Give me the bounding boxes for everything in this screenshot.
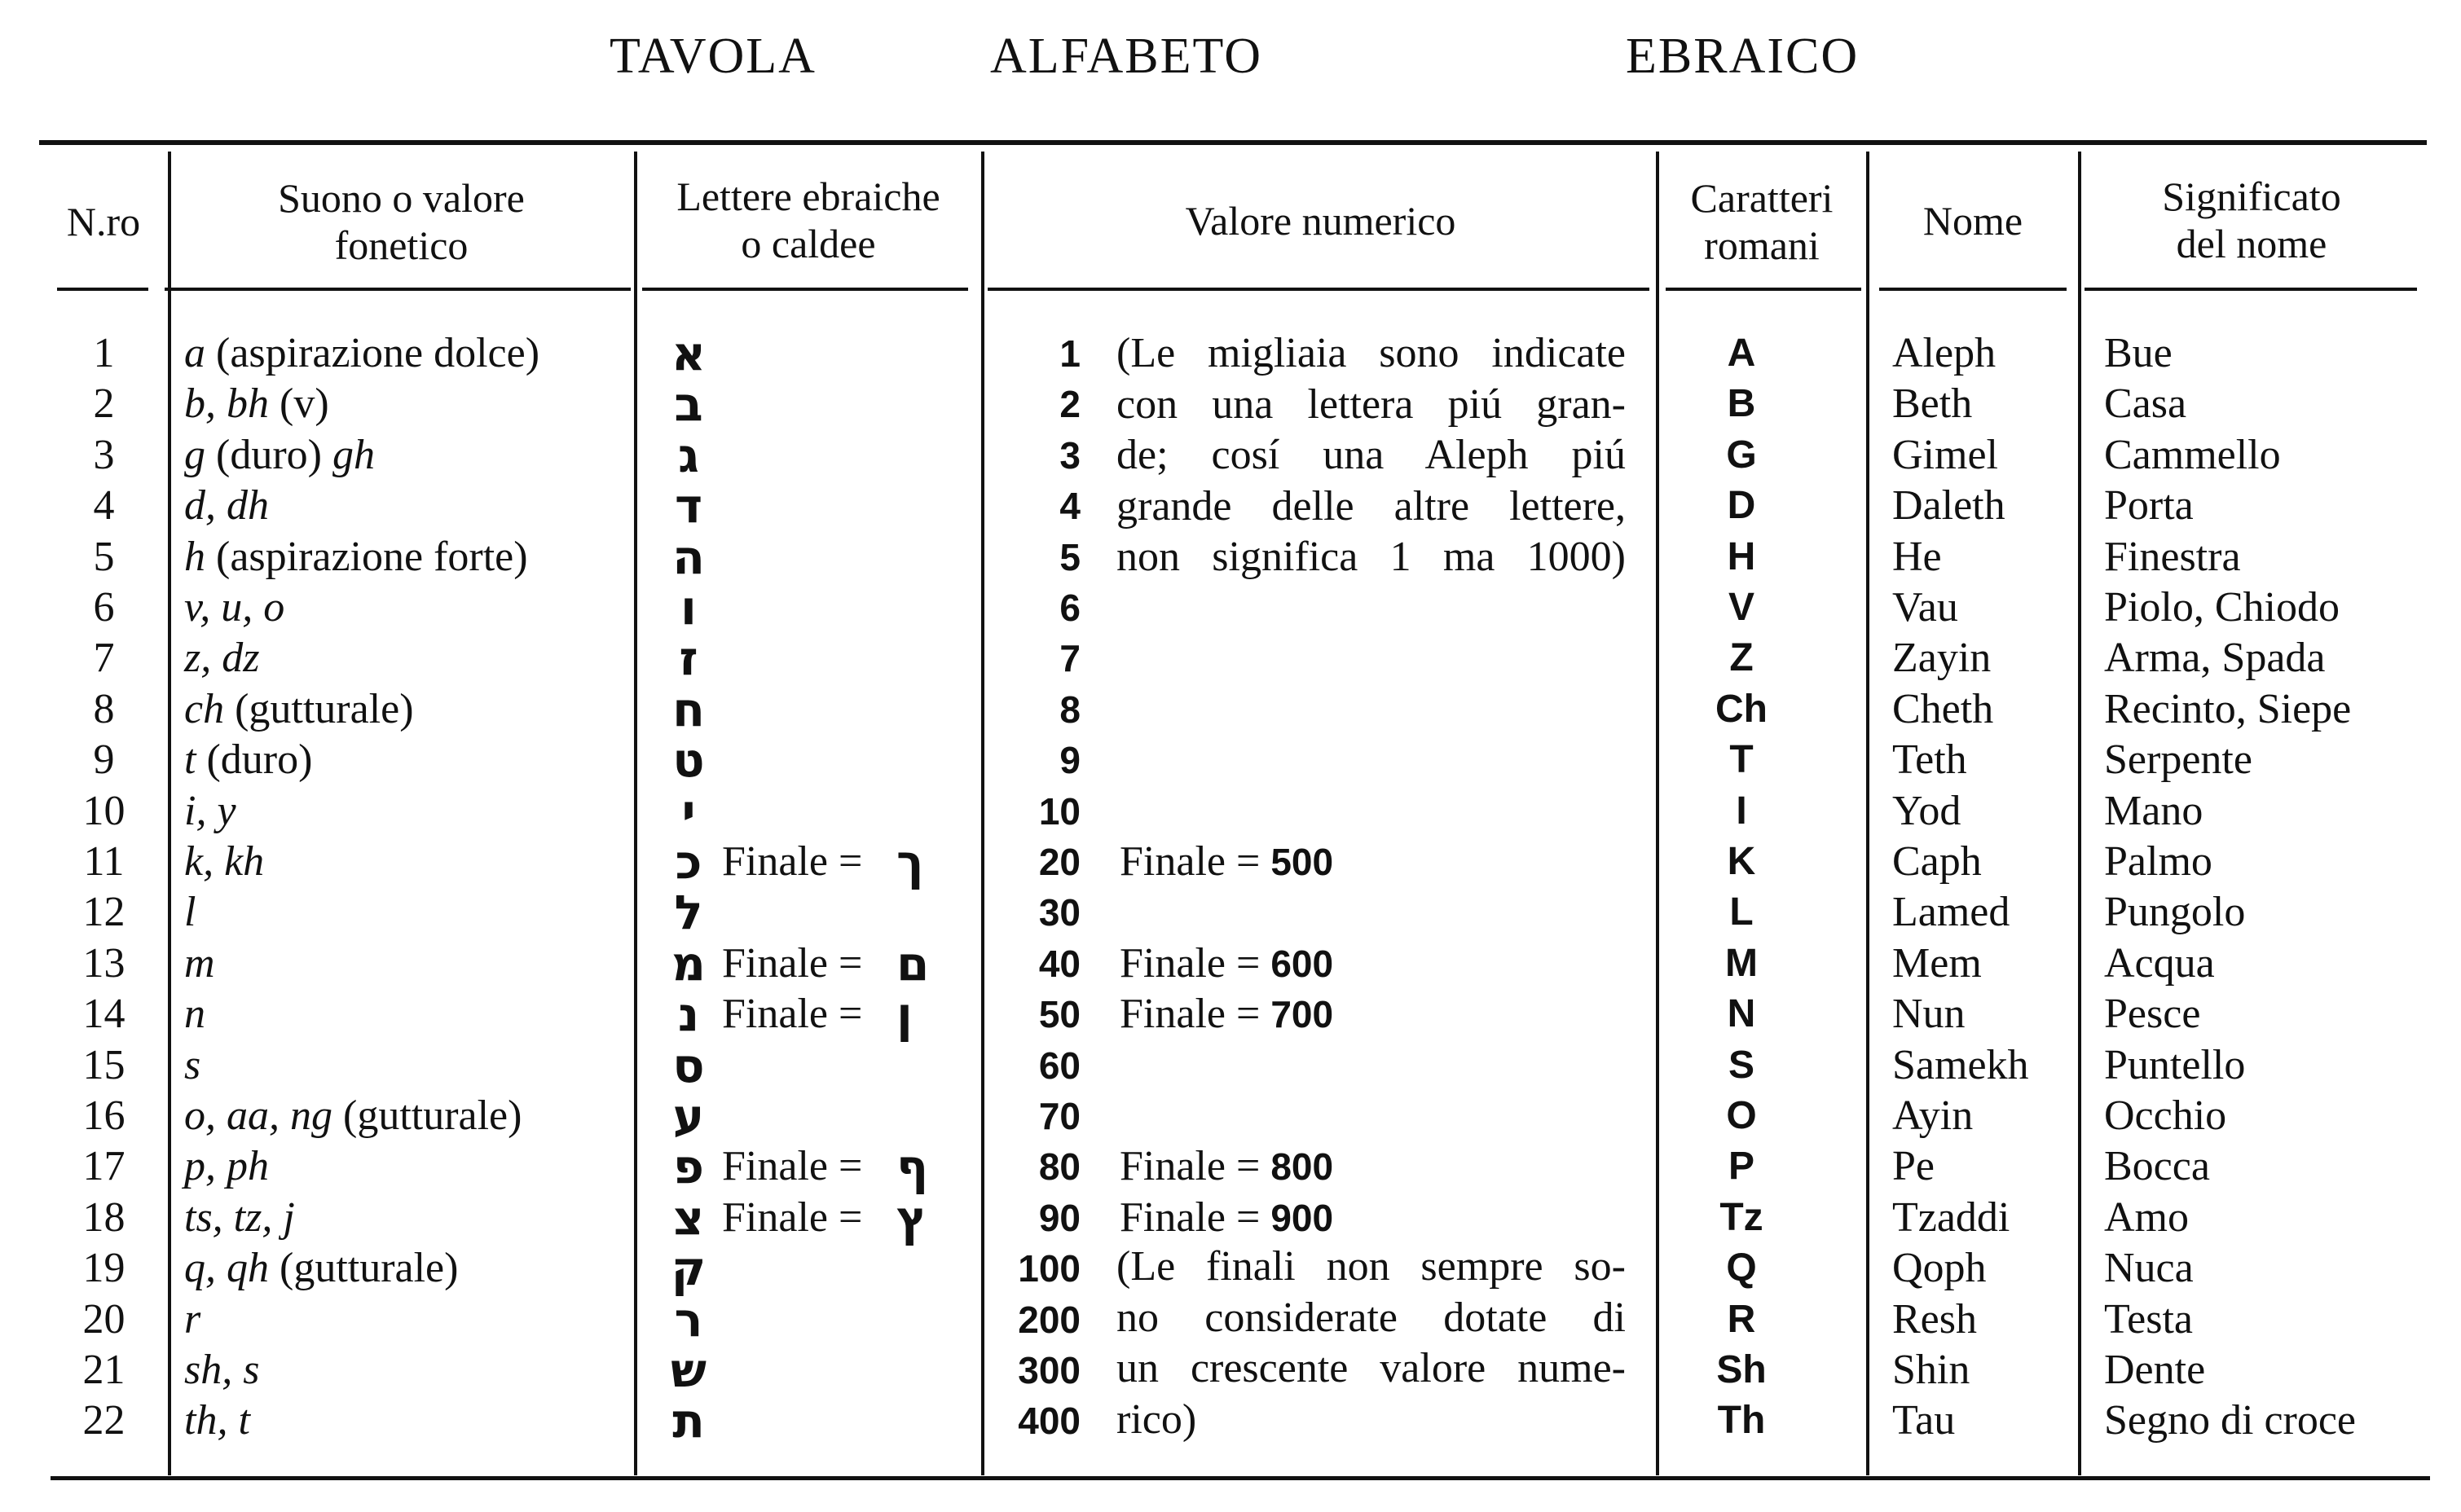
name-meaning: Bocca <box>2104 1143 2210 1190</box>
name-meaning: Cammello <box>2104 431 2281 478</box>
hebrew-letter: ח <box>672 681 705 737</box>
name-meaning: Pungolo <box>2104 889 2246 936</box>
header-letters <box>637 173 980 267</box>
final-numeric-label: Finale = <box>1120 1193 1271 1241</box>
note-finals <box>1116 1242 1626 1445</box>
phonetic-symbols: ts, tz, j <box>184 1193 295 1241</box>
final-numeric-value <box>1120 1193 1333 1243</box>
row-number: 16 <box>82 1092 125 1139</box>
header-name <box>1869 197 2076 244</box>
roman-characters: R <box>1727 1297 1756 1341</box>
roman-characters: N <box>1727 992 1756 1036</box>
roman-characters: A <box>1727 332 1756 375</box>
name-meaning: Recinto, Siepe <box>2104 685 2352 732</box>
letter-name: Ayin <box>1892 1092 1974 1139</box>
phonetic-symbols: n <box>184 991 205 1038</box>
letter-name: Vau <box>1892 584 1958 631</box>
phonetic-value <box>184 1243 458 1294</box>
roman-characters: P <box>1728 1145 1754 1189</box>
roman-characters: V <box>1728 586 1754 629</box>
hebrew-letter: ת <box>672 1393 705 1449</box>
name-meaning: Amo <box>2104 1193 2189 1241</box>
roman-characters: Ch <box>1715 687 1768 731</box>
table-row <box>0 1088 2461 1144</box>
name-meaning: Piolo, Chiodo <box>2104 584 2340 631</box>
hebrew-letter: ו <box>680 580 697 635</box>
phonetic-symbols: m <box>184 939 215 987</box>
name-meaning: Porta <box>2104 482 2194 530</box>
header-meaning <box>2081 173 2422 267</box>
phonetic-value <box>184 735 312 785</box>
hebrew-letter: י <box>681 783 696 839</box>
title-word-2: ALFABETO <box>990 29 1263 84</box>
phonetic-value <box>184 633 259 683</box>
note-line: no considerate dotate di <box>1116 1294 1626 1341</box>
table-row <box>0 1037 2461 1093</box>
hebrew-letter: ז <box>679 631 698 687</box>
row-number: 12 <box>82 889 125 936</box>
name-meaning: Dente <box>2104 1347 2206 1393</box>
phonetic-value <box>184 430 375 481</box>
table-row <box>0 1139 2461 1195</box>
phonetic-value <box>184 938 215 989</box>
table-row <box>0 681 2461 737</box>
header-underline <box>2085 288 2417 291</box>
row-number: 21 <box>82 1347 125 1393</box>
table-row <box>0 582 2461 633</box>
phonetic-symbols: g <box>184 431 205 478</box>
phonetic-value <box>184 989 205 1040</box>
hebrew-letter: ב <box>674 376 703 433</box>
row-number: 17 <box>82 1143 125 1190</box>
final-numeric-amount: 700 <box>1270 993 1334 1036</box>
letter-name: Lamed <box>1892 889 2010 936</box>
header-line: Lettere ebraiche <box>676 174 940 219</box>
final-numeric-value <box>1120 938 1333 989</box>
final-form-letter: ן <box>896 987 913 1043</box>
note-line: (Le finali non sempre so- <box>1116 1243 1626 1290</box>
numeric-value: 300 <box>1018 1349 1081 1391</box>
row-number: 8 <box>93 685 115 732</box>
final-numeric-label: Finale = <box>1120 991 1271 1038</box>
hebrew-letter: ט <box>672 732 705 789</box>
numeric-value: 7 <box>1059 637 1081 680</box>
roman-characters: Tz <box>1719 1195 1763 1239</box>
hebrew-letter: א <box>671 326 707 381</box>
header-underline <box>642 288 968 291</box>
note-line: rico) <box>1116 1396 1197 1443</box>
header-line: Caratteri <box>1690 175 1834 221</box>
name-meaning: Acqua <box>2104 939 2215 987</box>
hebrew-letter: מ <box>671 935 706 991</box>
numeric-value: 30 <box>1038 891 1081 934</box>
phonetic-symbols: v, u, o <box>184 584 285 631</box>
letter-name: Nun <box>1892 991 1966 1038</box>
note-line: con una lettera piú gran- <box>1116 380 1626 428</box>
name-meaning: Puntello <box>2104 1041 2246 1088</box>
phonetic-symbols: r <box>184 1295 201 1343</box>
row-number: 2 <box>93 380 115 428</box>
roman-characters: D <box>1727 484 1756 528</box>
phonetic-note: (v) <box>269 380 329 428</box>
phonetic-value <box>184 684 414 735</box>
roman-characters: T <box>1729 738 1754 782</box>
row-number: 20 <box>82 1295 125 1343</box>
note-line: de; cosí una Aleph piú <box>1116 432 1626 478</box>
phonetic-symbols: th, t <box>184 1397 250 1444</box>
name-meaning: Mano <box>2104 787 2203 834</box>
numeric-value: 80 <box>1038 1145 1081 1189</box>
phonetic-symbols: k, kh <box>184 838 265 885</box>
phonetic-symbols: i, y <box>184 787 236 834</box>
note-thousands <box>1116 328 1626 583</box>
phonetic-symbols: b, bh <box>184 380 269 428</box>
final-form-letter: ם <box>896 935 930 991</box>
roman-characters: I <box>1736 789 1747 833</box>
phonetic-value <box>184 582 284 633</box>
letter-name: Yod <box>1892 787 1961 834</box>
header-line: Suono o valore <box>278 175 525 221</box>
row-number: 14 <box>82 991 125 1038</box>
header-line: Nome <box>1922 198 2023 244</box>
hebrew-letter: ס <box>672 1037 705 1093</box>
roman-characters: Sh <box>1716 1348 1767 1391</box>
note-line: non significa 1 ma 1000) <box>1116 534 1626 580</box>
table-row <box>0 783 2461 839</box>
phonetic-value <box>184 1091 522 1141</box>
name-meaning: Finestra <box>2104 533 2241 580</box>
phonetic-symbols: a <box>184 330 205 376</box>
phonetic-value <box>184 837 264 887</box>
hebrew-letter: ע <box>672 1088 705 1144</box>
header-underline <box>1666 288 1861 291</box>
note-line: (Le migliaia sono indicate <box>1116 330 1626 376</box>
final-numeric-amount: 500 <box>1270 841 1334 883</box>
hebrew-letter: נ <box>677 987 700 1043</box>
final-numeric-label: Finale = <box>1120 939 1271 987</box>
header-number <box>51 198 156 245</box>
header-underline <box>1879 288 2067 291</box>
final-numeric-amount: 800 <box>1270 1145 1334 1189</box>
numeric-value: 20 <box>1038 841 1081 883</box>
roman-characters: M <box>1725 941 1758 985</box>
table-row <box>0 1189 2461 1246</box>
roman-characters: G <box>1726 433 1757 477</box>
numeric-value: 5 <box>1059 535 1081 578</box>
name-meaning: Occhio <box>2104 1092 2227 1139</box>
letter-name: Samekh <box>1892 1041 2029 1088</box>
final-form-label: Finale = <box>722 838 863 885</box>
final-form-letter: ץ <box>896 1189 928 1246</box>
phonetic-note: (duro) <box>205 431 332 478</box>
table-row <box>0 935 2461 991</box>
final-form-label: Finale = <box>722 1193 863 1241</box>
phonetic-value <box>184 1141 269 1192</box>
final-form-label: Finale = <box>722 991 863 1038</box>
letter-name: Cheth <box>1892 685 1994 732</box>
phonetic-symbols: h <box>184 533 205 580</box>
hebrew-letter: ש <box>671 1343 707 1398</box>
phonetic-symbols: z, dz <box>184 635 260 682</box>
roman-characters: O <box>1726 1094 1757 1137</box>
phonetic-value <box>184 1396 250 1446</box>
roman-characters: S <box>1728 1043 1754 1087</box>
header-sound <box>171 174 632 269</box>
letter-name: Resh <box>1892 1295 1977 1343</box>
phonetic-symbols: s <box>184 1041 201 1088</box>
phonetic-value <box>184 1193 295 1243</box>
final-numeric-label: Finale = <box>1120 1143 1271 1190</box>
row-number: 11 <box>83 838 125 885</box>
letter-name: Qoph <box>1892 1245 1987 1292</box>
letter-name: Tau <box>1892 1397 1956 1444</box>
final-numeric-value <box>1120 1141 1333 1192</box>
roman-characters: L <box>1729 890 1754 934</box>
letter-name: Gimel <box>1892 431 1998 478</box>
final-numeric-value <box>1120 837 1333 887</box>
row-number: 13 <box>82 939 125 987</box>
numeric-value: 100 <box>1018 1247 1081 1290</box>
name-meaning: Serpente <box>2104 736 2252 784</box>
name-meaning: Bue <box>2104 330 2173 376</box>
phonetic-symbols: ch <box>184 685 225 732</box>
phonetic-value <box>184 481 269 531</box>
note-line: grande delle altre lettere, <box>1116 482 1626 530</box>
phonetic-note: (duro) <box>196 736 313 784</box>
numeric-value: 90 <box>1038 1196 1081 1239</box>
phonetic-symbols: o, aa, ng <box>184 1092 332 1139</box>
numeric-value: 40 <box>1038 942 1081 985</box>
phonetic-value <box>184 1345 259 1396</box>
hebrew-letter: צ <box>673 1189 704 1246</box>
phonetic-note: (gutturale) <box>269 1245 459 1292</box>
final-form-letter: ך <box>896 834 924 890</box>
header-underline <box>165 288 631 291</box>
phonetic-symbols-extra: gh <box>332 431 375 478</box>
row-number: 1 <box>93 330 115 376</box>
table-top-rule <box>39 140 2427 145</box>
table-row <box>0 885 2461 941</box>
letter-name: He <box>1892 533 1942 580</box>
letter-name: Teth <box>1892 736 1967 784</box>
row-number: 7 <box>93 635 115 682</box>
letter-name: Pe <box>1892 1143 1935 1190</box>
phonetic-symbols: t <box>184 736 196 784</box>
numeric-value: 9 <box>1059 739 1081 782</box>
phonetic-note: (gutturale) <box>224 685 414 732</box>
row-number: 4 <box>93 482 115 530</box>
name-meaning: Nuca <box>2104 1245 2194 1292</box>
letter-name: Mem <box>1892 939 1982 987</box>
hebrew-letter: ק <box>671 1241 707 1297</box>
header-roman <box>1659 174 1864 269</box>
numeric-value: 10 <box>1038 789 1081 833</box>
numeric-value: 70 <box>1038 1095 1081 1137</box>
numeric-value: 50 <box>1038 993 1081 1036</box>
numeric-value: 4 <box>1059 485 1081 528</box>
roman-characters: Q <box>1726 1246 1757 1290</box>
phonetic-value <box>184 328 539 379</box>
roman-characters: Z <box>1729 636 1754 680</box>
numeric-value: 3 <box>1059 433 1081 477</box>
final-numeric-amount: 900 <box>1270 1196 1334 1239</box>
phonetic-symbols: sh, s <box>184 1347 260 1393</box>
phonetic-note: (aspirazione dolce) <box>205 330 540 376</box>
title-word-3: EBRAICO <box>1626 29 1860 84</box>
row-number: 6 <box>93 584 115 631</box>
hebrew-letter: פ <box>672 1139 705 1195</box>
roman-characters: K <box>1727 840 1756 883</box>
hebrew-letter: ר <box>674 1291 703 1347</box>
phonetic-value <box>184 1040 200 1091</box>
final-numeric-label: Finale = <box>1120 838 1271 885</box>
final-form-label: Finale = <box>722 1143 863 1190</box>
letter-name: Tzaddi <box>1892 1193 2010 1241</box>
header-underline <box>57 288 148 291</box>
hebrew-letter: ה <box>672 529 705 585</box>
row-number: 9 <box>93 736 115 784</box>
roman-characters: B <box>1727 382 1756 426</box>
letter-name: Daleth <box>1892 482 2005 530</box>
header-value <box>984 197 1657 244</box>
final-numeric-amount: 600 <box>1270 942 1334 985</box>
numeric-value: 400 <box>1018 1400 1081 1443</box>
name-meaning: Palmo <box>2104 838 2212 885</box>
phonetic-symbols: d, dh <box>184 482 269 530</box>
numeric-value: 6 <box>1059 587 1081 629</box>
letter-name: Shin <box>1892 1347 1970 1393</box>
final-form-letter: ף <box>896 1139 929 1195</box>
hebrew-letter: ל <box>674 885 703 941</box>
numeric-value: 200 <box>1018 1298 1081 1341</box>
header-line: fonetico <box>334 222 469 268</box>
header-line: romani <box>1704 222 1820 268</box>
phonetic-value <box>184 887 196 938</box>
table-bottom-rule <box>51 1476 2430 1480</box>
letter-name: Beth <box>1892 380 1973 428</box>
table-row <box>0 631 2461 687</box>
letter-name: Aleph <box>1892 330 1997 376</box>
row-number: 10 <box>82 787 125 834</box>
table-row <box>0 834 2461 890</box>
numeric-value: 60 <box>1038 1044 1081 1087</box>
name-meaning: Arma, Spada <box>2104 635 2326 682</box>
name-meaning: Segno di croce <box>2104 1397 2357 1444</box>
table-row <box>0 987 2461 1043</box>
roman-characters: Th <box>1717 1399 1766 1443</box>
numeric-value: 1 <box>1059 332 1081 375</box>
letter-name: Zayin <box>1892 635 1992 682</box>
header-line: del nome <box>2176 221 2327 266</box>
phonetic-symbols: q, qh <box>184 1245 269 1292</box>
name-meaning: Testa <box>2104 1295 2193 1343</box>
phonetic-symbols: l <box>184 889 196 936</box>
header-line: o caldee <box>741 221 876 266</box>
header-line: Valore numerico <box>1185 198 1456 244</box>
row-number: 19 <box>82 1245 125 1292</box>
row-number: 15 <box>82 1041 125 1088</box>
final-form-label: Finale = <box>722 939 863 987</box>
phonetic-symbols: p, ph <box>184 1143 269 1190</box>
phonetic-note: (gutturale) <box>332 1092 522 1139</box>
letter-name: Caph <box>1892 838 1982 885</box>
roman-characters: H <box>1727 534 1756 578</box>
hebrew-letter: ג <box>678 427 699 483</box>
header-line: Significato <box>2162 174 2341 219</box>
phonetic-note: (aspirazione forte) <box>205 533 528 580</box>
table-row <box>0 732 2461 789</box>
phonetic-value <box>184 1294 200 1345</box>
phonetic-value <box>184 532 528 582</box>
phonetic-value <box>184 379 329 429</box>
numeric-value: 2 <box>1059 383 1081 426</box>
hebrew-letter: כ <box>675 834 702 890</box>
row-number: 3 <box>93 431 115 478</box>
final-numeric-value <box>1120 989 1333 1040</box>
row-number: 18 <box>82 1193 125 1241</box>
row-number: 22 <box>82 1397 125 1444</box>
header-underline <box>988 288 1649 291</box>
name-meaning: Casa <box>2104 380 2187 428</box>
phonetic-value <box>184 786 236 837</box>
header-line: N.ro <box>66 199 141 244</box>
hebrew-letter: ד <box>674 478 703 534</box>
name-meaning: Pesce <box>2104 991 2201 1038</box>
title-word-1: TAVOLA <box>610 29 817 84</box>
numeric-value: 8 <box>1059 688 1081 731</box>
row-number: 5 <box>93 533 115 580</box>
note-line: un crescente valore nume- <box>1116 1345 1626 1391</box>
